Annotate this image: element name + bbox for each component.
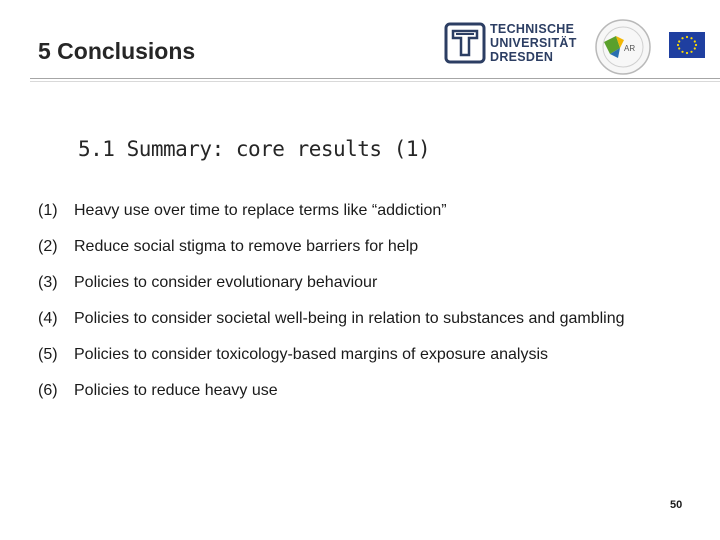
section-heading: 5.1 Summary: core results (1) xyxy=(78,137,431,161)
page-number: 50 xyxy=(670,499,683,511)
list-item-text: Policies to consider toxicology-based margins of exposure analysis xyxy=(74,346,549,363)
list-item-number: (3) xyxy=(38,274,58,291)
list-item-text: Policies to consider evolutionary behaviour xyxy=(74,274,378,291)
svg-text:AR: AR xyxy=(624,44,636,53)
conclusions-list xyxy=(38,193,678,409)
list-item-text: Policies to reduce heavy use xyxy=(74,382,278,399)
slide-title: 5 Conclusions xyxy=(38,38,196,64)
list-item-number: (5) xyxy=(38,346,58,363)
list-item xyxy=(38,337,678,373)
list-item xyxy=(38,193,678,229)
tu-line-1: TECHNISCHE xyxy=(490,22,575,36)
list-item-number: (2) xyxy=(38,238,58,255)
tu-line-3: DRESDEN xyxy=(490,50,554,64)
eu-flag-icon xyxy=(669,32,705,58)
tu-dresden-logo xyxy=(444,22,584,66)
tu-dresden-emblem-icon xyxy=(444,22,486,64)
list-item-number: (6) xyxy=(38,382,58,399)
list-item-text: Policies to consider societal well-being in relation to substances and gambling xyxy=(74,310,625,327)
tu-dresden-wordmark xyxy=(490,22,577,64)
list-item xyxy=(38,265,678,301)
header-divider xyxy=(30,78,720,79)
list-item xyxy=(38,373,678,409)
list-item-number: (1) xyxy=(38,202,58,219)
list-item xyxy=(38,301,678,337)
list-item-text: Heavy use over time to replace terms like “addiction” xyxy=(74,202,447,219)
tu-line-2: UNIVERSITÄT xyxy=(490,36,577,50)
header-divider-light xyxy=(30,81,720,82)
list-item-text: Reduce social stigma to remove barriers for help xyxy=(74,238,419,255)
eu-flag-logo xyxy=(669,32,705,58)
project-seal-logo xyxy=(594,18,652,76)
list-item-number: (4) xyxy=(38,310,58,327)
list-item xyxy=(38,229,678,265)
seal-icon xyxy=(594,18,652,76)
